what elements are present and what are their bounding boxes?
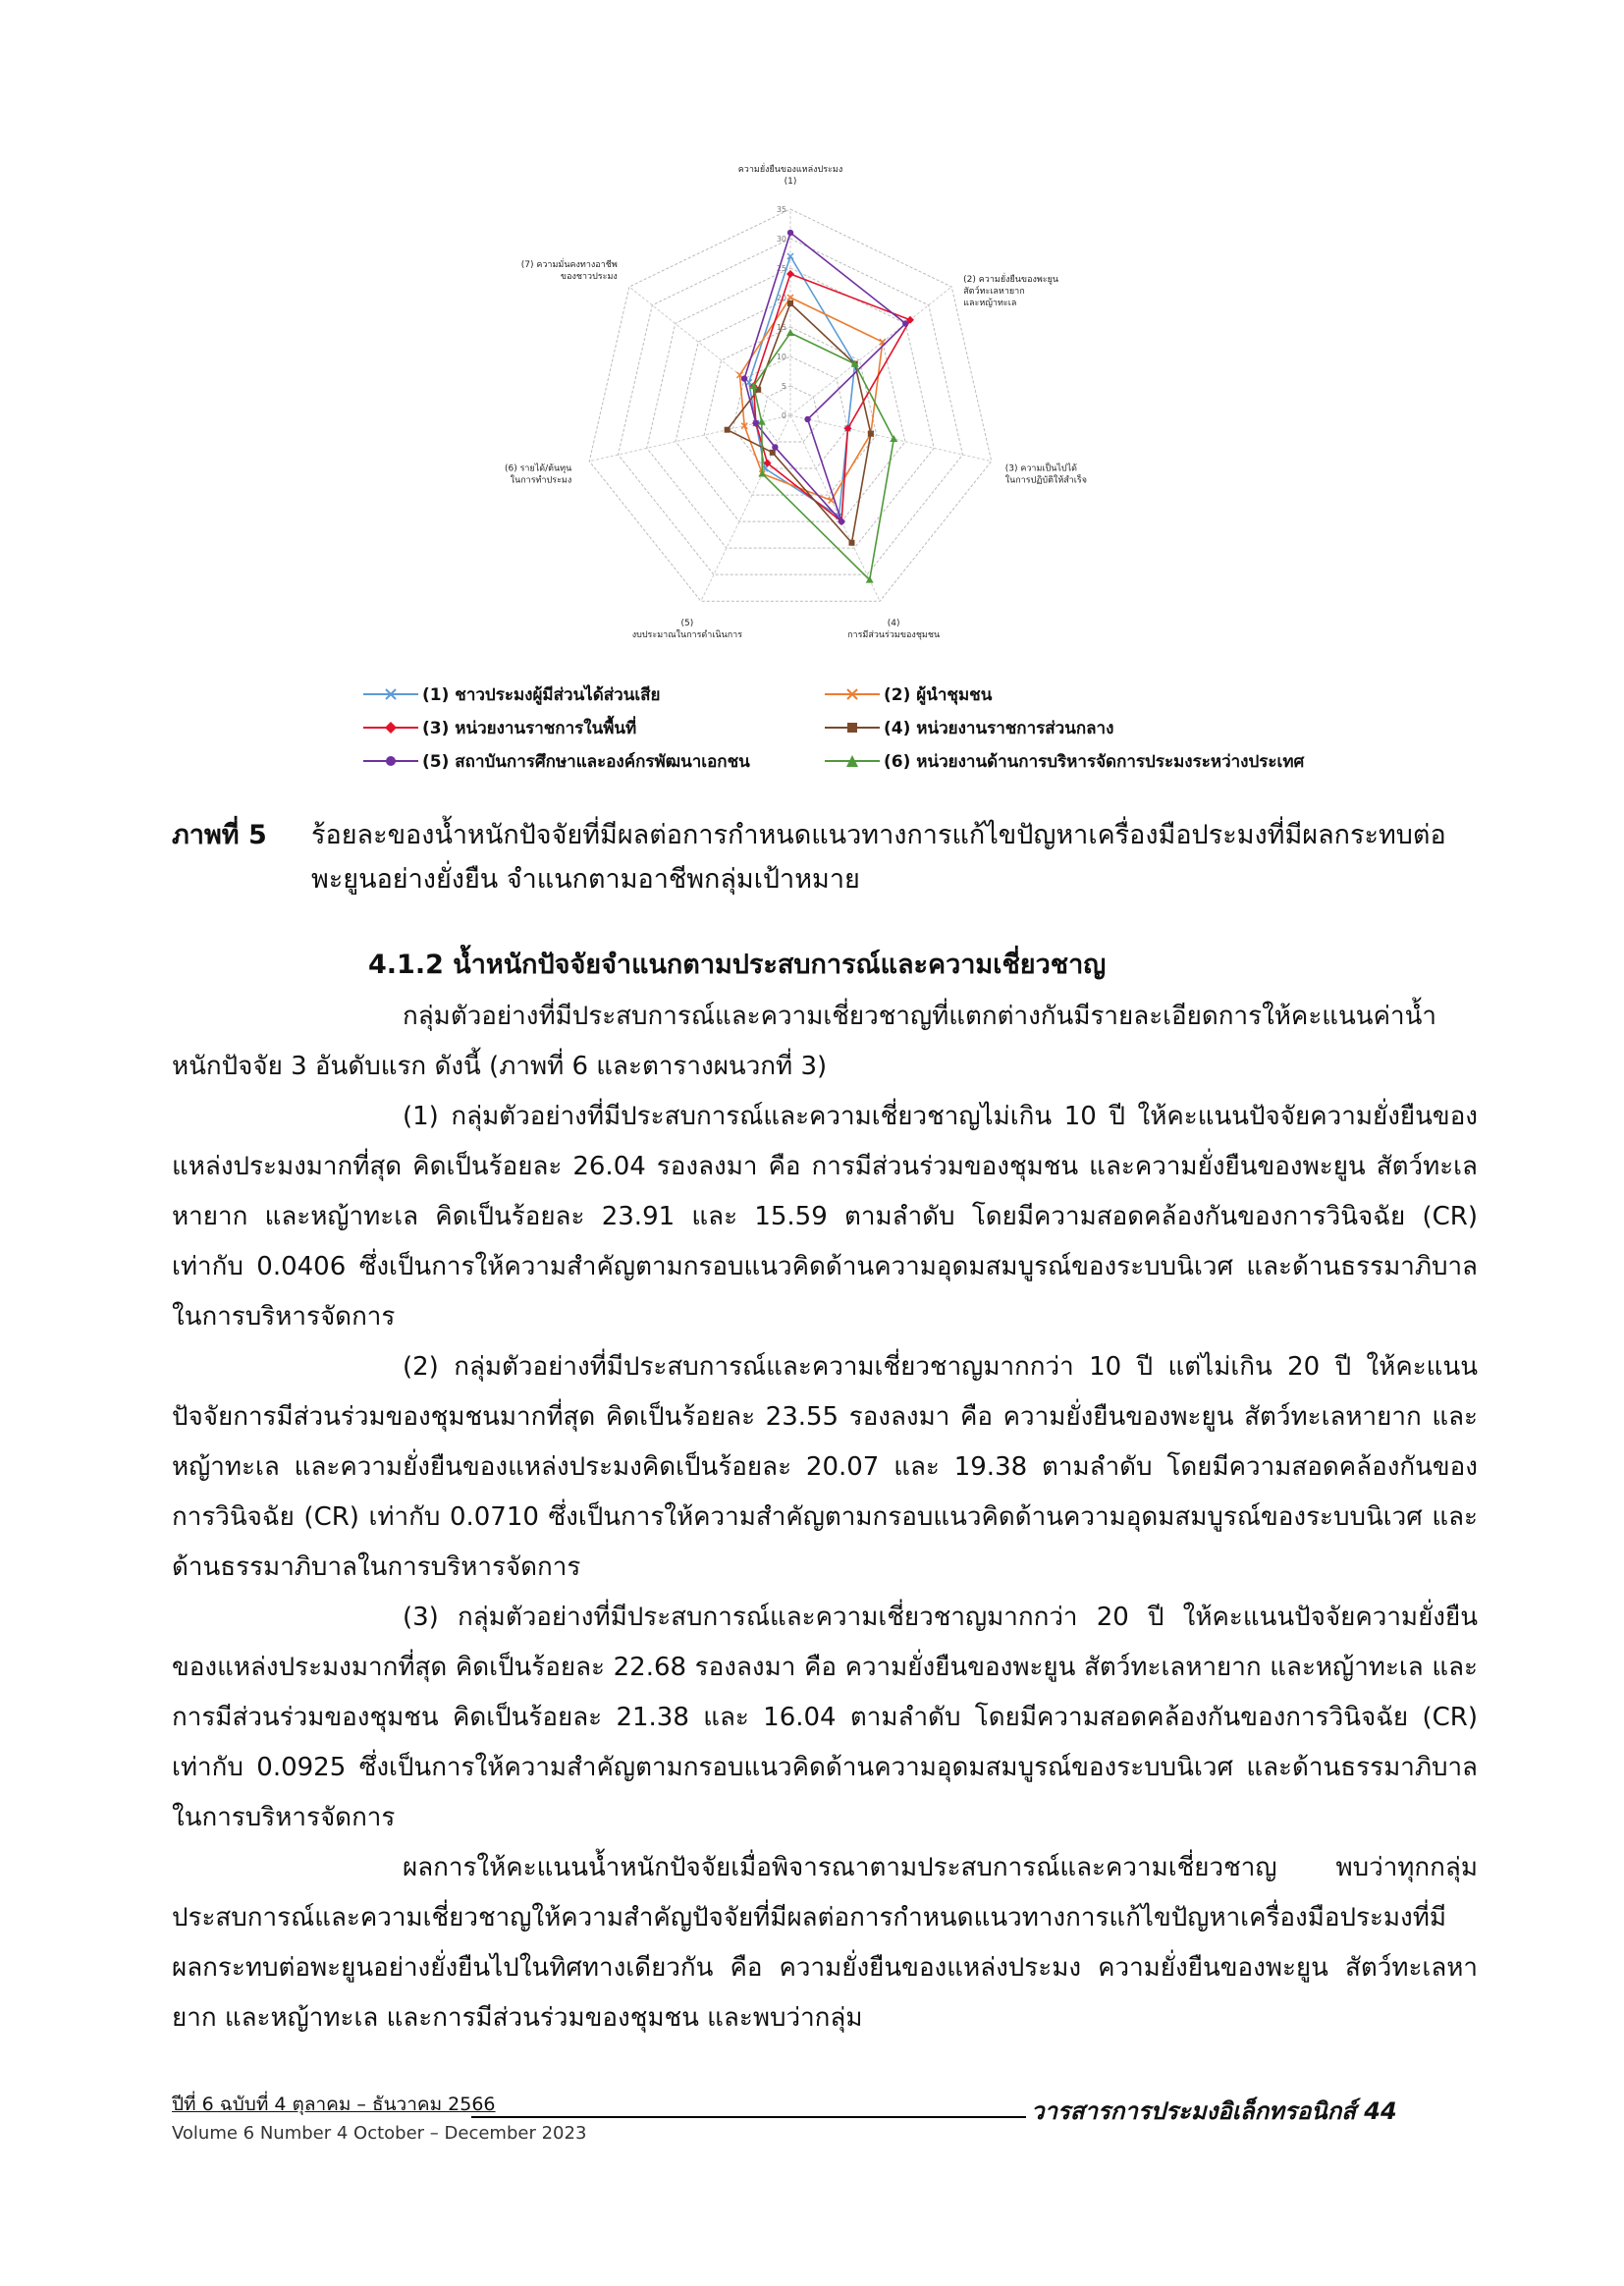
legend-item: (4) หน่วยงานราชการส่วนกลาง [825, 715, 1113, 741]
data-point [786, 270, 794, 278]
axis-label: ในการทำประมง [510, 475, 572, 486]
axis-label: งบประมาณในการดำเนินการ [631, 630, 743, 641]
data-point [839, 518, 844, 524]
data-point [725, 427, 731, 433]
series-line [753, 333, 893, 580]
journal-name: วารสารการประมงอิเล็กทรอนิกส์ [1031, 2097, 1356, 2125]
section-heading: 4.1.2 น้ำหนักปัจจัยจำแนกตามประสบการณ์และความเชี่ยวชาญ [368, 950, 1107, 980]
tick-label: 35 [776, 205, 786, 214]
chart-legend [363, 678, 1306, 778]
legend-item: (6) หน่วยงานด้านการบริหารจัดการประมงระหว่างประเทศ [825, 748, 1304, 775]
grid-ring [619, 239, 963, 574]
footer-journal [1031, 2092, 1397, 2130]
data-point [787, 230, 793, 236]
axis-label: (3) ความเป็นไปได้ [1004, 463, 1077, 474]
axis-label: (2) ความยั่งยืนของพะยูน [963, 275, 1059, 286]
data-point [902, 320, 908, 326]
footer-volume: Volume 6 Number 4 October – December 2023 [172, 2123, 587, 2144]
axis-label: การมีส่วนร่วมของชุมชน [847, 630, 941, 641]
caption-label: ภาพที่ 5 [172, 820, 267, 850]
paragraph: (3) กลุ่มตัวอย่างที่มีประสบการณ์และความเชี่ยวชาญมากกว่า 20 ปี ให้คะแนนปัจจัยความยั่งยืนของแหล่งประมงมากที่สุด คิดเป็นร้อยละ 22.68 รองลงมา คือ ความยั่งยืนของพะยูน สัตว์ทะเลหายาก และหญ้าทะเล และการมีส่วนร่วมของชุมชน คิดเป็นร้อยละ 21.38 และ 16.04 ตามลำดับ โดยมีความสอดคล้องกันของการวินิจฉัย (CR) เท่ากับ 0.0925 ซึ่งเป็นการให้ความสำคัญตามกรอบแนวคิดด้านความอุดมสมบูรณ์ของระบบนิเวศ และด้านธรรมาภิบาลในการบริหารจัดการ [172, 1603, 1478, 1832]
axis-label: สัตว์ทะเลหายาก [963, 287, 1025, 298]
data-point [753, 420, 759, 426]
tick-label: 0 [781, 411, 786, 420]
caption-text: ร้อยละของน้ำหนักปัจจัยที่มีผลต่อการกำหนดแนวทางการแก้ไขปัญหาเครื่องมือประมงที่มีผลกระทบต่อพะยูนอย่างยั่งยืน จำแนกตามอาชีพกลุ่มเป้าหมาย [311, 820, 1446, 895]
footer-divider [471, 2116, 1026, 2118]
data-point [770, 450, 776, 456]
body-text [172, 992, 1478, 2043]
axis-label: และหญ้าทะเล [963, 299, 1017, 309]
series-line [728, 303, 871, 543]
legend-item: (2) ผู้นำชุมชน [825, 681, 992, 708]
legend-item: (1) ชาวประมงผู้มีส่วนได้ส่วนเสีย [363, 681, 825, 708]
axis-label: (1) [784, 177, 797, 187]
data-point [804, 416, 810, 422]
tick-label: 25 [776, 264, 786, 273]
tick-label: 15 [776, 323, 786, 332]
spoke [701, 415, 790, 601]
data-point [848, 540, 854, 546]
data-point [772, 444, 778, 450]
spoke [790, 415, 880, 601]
series-line [744, 233, 905, 521]
paragraph: (2) กลุ่มตัวอย่างที่มีประสบการณ์และความเชี่ยวชาญมากกว่า 10 ปี แต่ไม่เกิน 20 ปี ให้คะแนนปัจจัยการมีส่วนร่วมของชุมชนมากที่สุด คิดเป็นร้อยละ 23.55 รองลงมา คือ ความยั่งยืนของพะยูน สัตว์ทะเลหายาก และหญ้าทะเล และความยั่งยืนของแหล่งประมงคิดเป็นร้อยละ 20.07 และ 19.38 ตามลำดับ โดยมีความสอดคล้องกันของการวินิจฉัย (CR) เท่ากับ 0.0710 ซึ่งเป็นการให้ความสำคัญตามกรอบแนวคิดด้านความอุดมสมบูรณ์ของระบบนิเวศ และด้านธรรมาภิบาลในการบริหารจัดการ [172, 1352, 1478, 1582]
data-point [868, 431, 874, 437]
paragraph: ผลการให้คะแนนน้ำหนักปัจจัยเมื่อพิจารณาตามประสบการณ์และความเชี่ยวชาญ พบว่าทุกกลุ่มประสบการณ์และความเชี่ยวชาญให้ความสำคัญปัจจัยที่มีผลต่อการกำหนดแนวทางการแก้ไขปัญหาเครื่องมือประมงที่มีผลกระทบต่อพะยูนอย่างยั่งยืนไปในทิศทางเดียวกัน คือ ความยั่งยืนของแหล่งประมง ความยั่งยืนของพะยูน สัตว์ทะเลหายาก และหญ้าทะเล และการมีส่วนร่วมของชุมชน และพบว่ากลุ่ม [172, 1853, 1478, 2033]
legend-item: (5) สถาบันการศึกษาและองค์กรพัฒนาเอกชน [363, 748, 825, 775]
tick-label: 10 [776, 353, 786, 361]
axis-label: ของชาวประมง [560, 272, 618, 283]
data-point [787, 300, 793, 306]
axis-label: (5) [680, 619, 694, 629]
axis-label: ในการปฏิบัติให้สำเร็จ [1004, 475, 1088, 486]
axis-label: (6) รายได้/ต้นทุน [504, 463, 572, 474]
data-point [786, 329, 794, 336]
data-point [741, 375, 747, 381]
tick-label: 20 [776, 294, 786, 302]
paragraph: (1) กลุ่มตัวอย่างที่มีประสบการณ์และความเชี่ยวชาญไม่เกิน 10 ปี ให้คะแนนปัจจัยความยั่งยืนของแหล่งประมงมากที่สุด คิดเป็นร้อยละ 26.04 รองลงมา คือ การมีส่วนร่วมของชุมชน และความยั่งยืนของพะยูน สัตว์ทะเลหายาก และหญ้าทะเล คิดเป็นร้อยละ 23.91 และ 15.59 ตามลำดับ โดยมีความสอดคล้องกันของการวินิจฉัย (CR) เท่ากับ 0.0406 ซึ่งเป็นการให้ความสำคัญตามกรอบแนวคิดด้านความอุดมสมบูรณ์ของระบบนิเวศ และด้านธรรมาภิบาลในการบริหารจัดการ [172, 1102, 1478, 1332]
page-number: 44 [1364, 2097, 1397, 2125]
axis-label: (7) ความมั่นคงทางอาชีพ [520, 260, 618, 271]
grid-ring [704, 327, 876, 495]
axis-label: ความยั่งยืนของแหล่งประมง [737, 165, 843, 175]
radar-chart [412, 137, 1198, 668]
paragraph: กลุ่มตัวอย่างที่มีประสบการณ์และความเชี่ยวชาญที่แตกต่างกันมีรายละเอียดการให้คะแนนค่าน้ำหนักปัจจัย 3 อันดับแรก ดังนี้ (ภาพที่ 6 และตารางผนวกที่ 3) [172, 1002, 1436, 1081]
tick-label: 5 [781, 382, 786, 391]
axis-label: (4) [887, 619, 900, 629]
legend-item: (3) หน่วยงานราชการในพื้นที่ [363, 715, 825, 741]
footer-issue: ปีที่ 6 ฉบับที่ 4 ตุลาคม – ธันวาคม 2566 [172, 2094, 496, 2115]
spoke [629, 287, 790, 415]
tick-label: 30 [776, 235, 786, 244]
